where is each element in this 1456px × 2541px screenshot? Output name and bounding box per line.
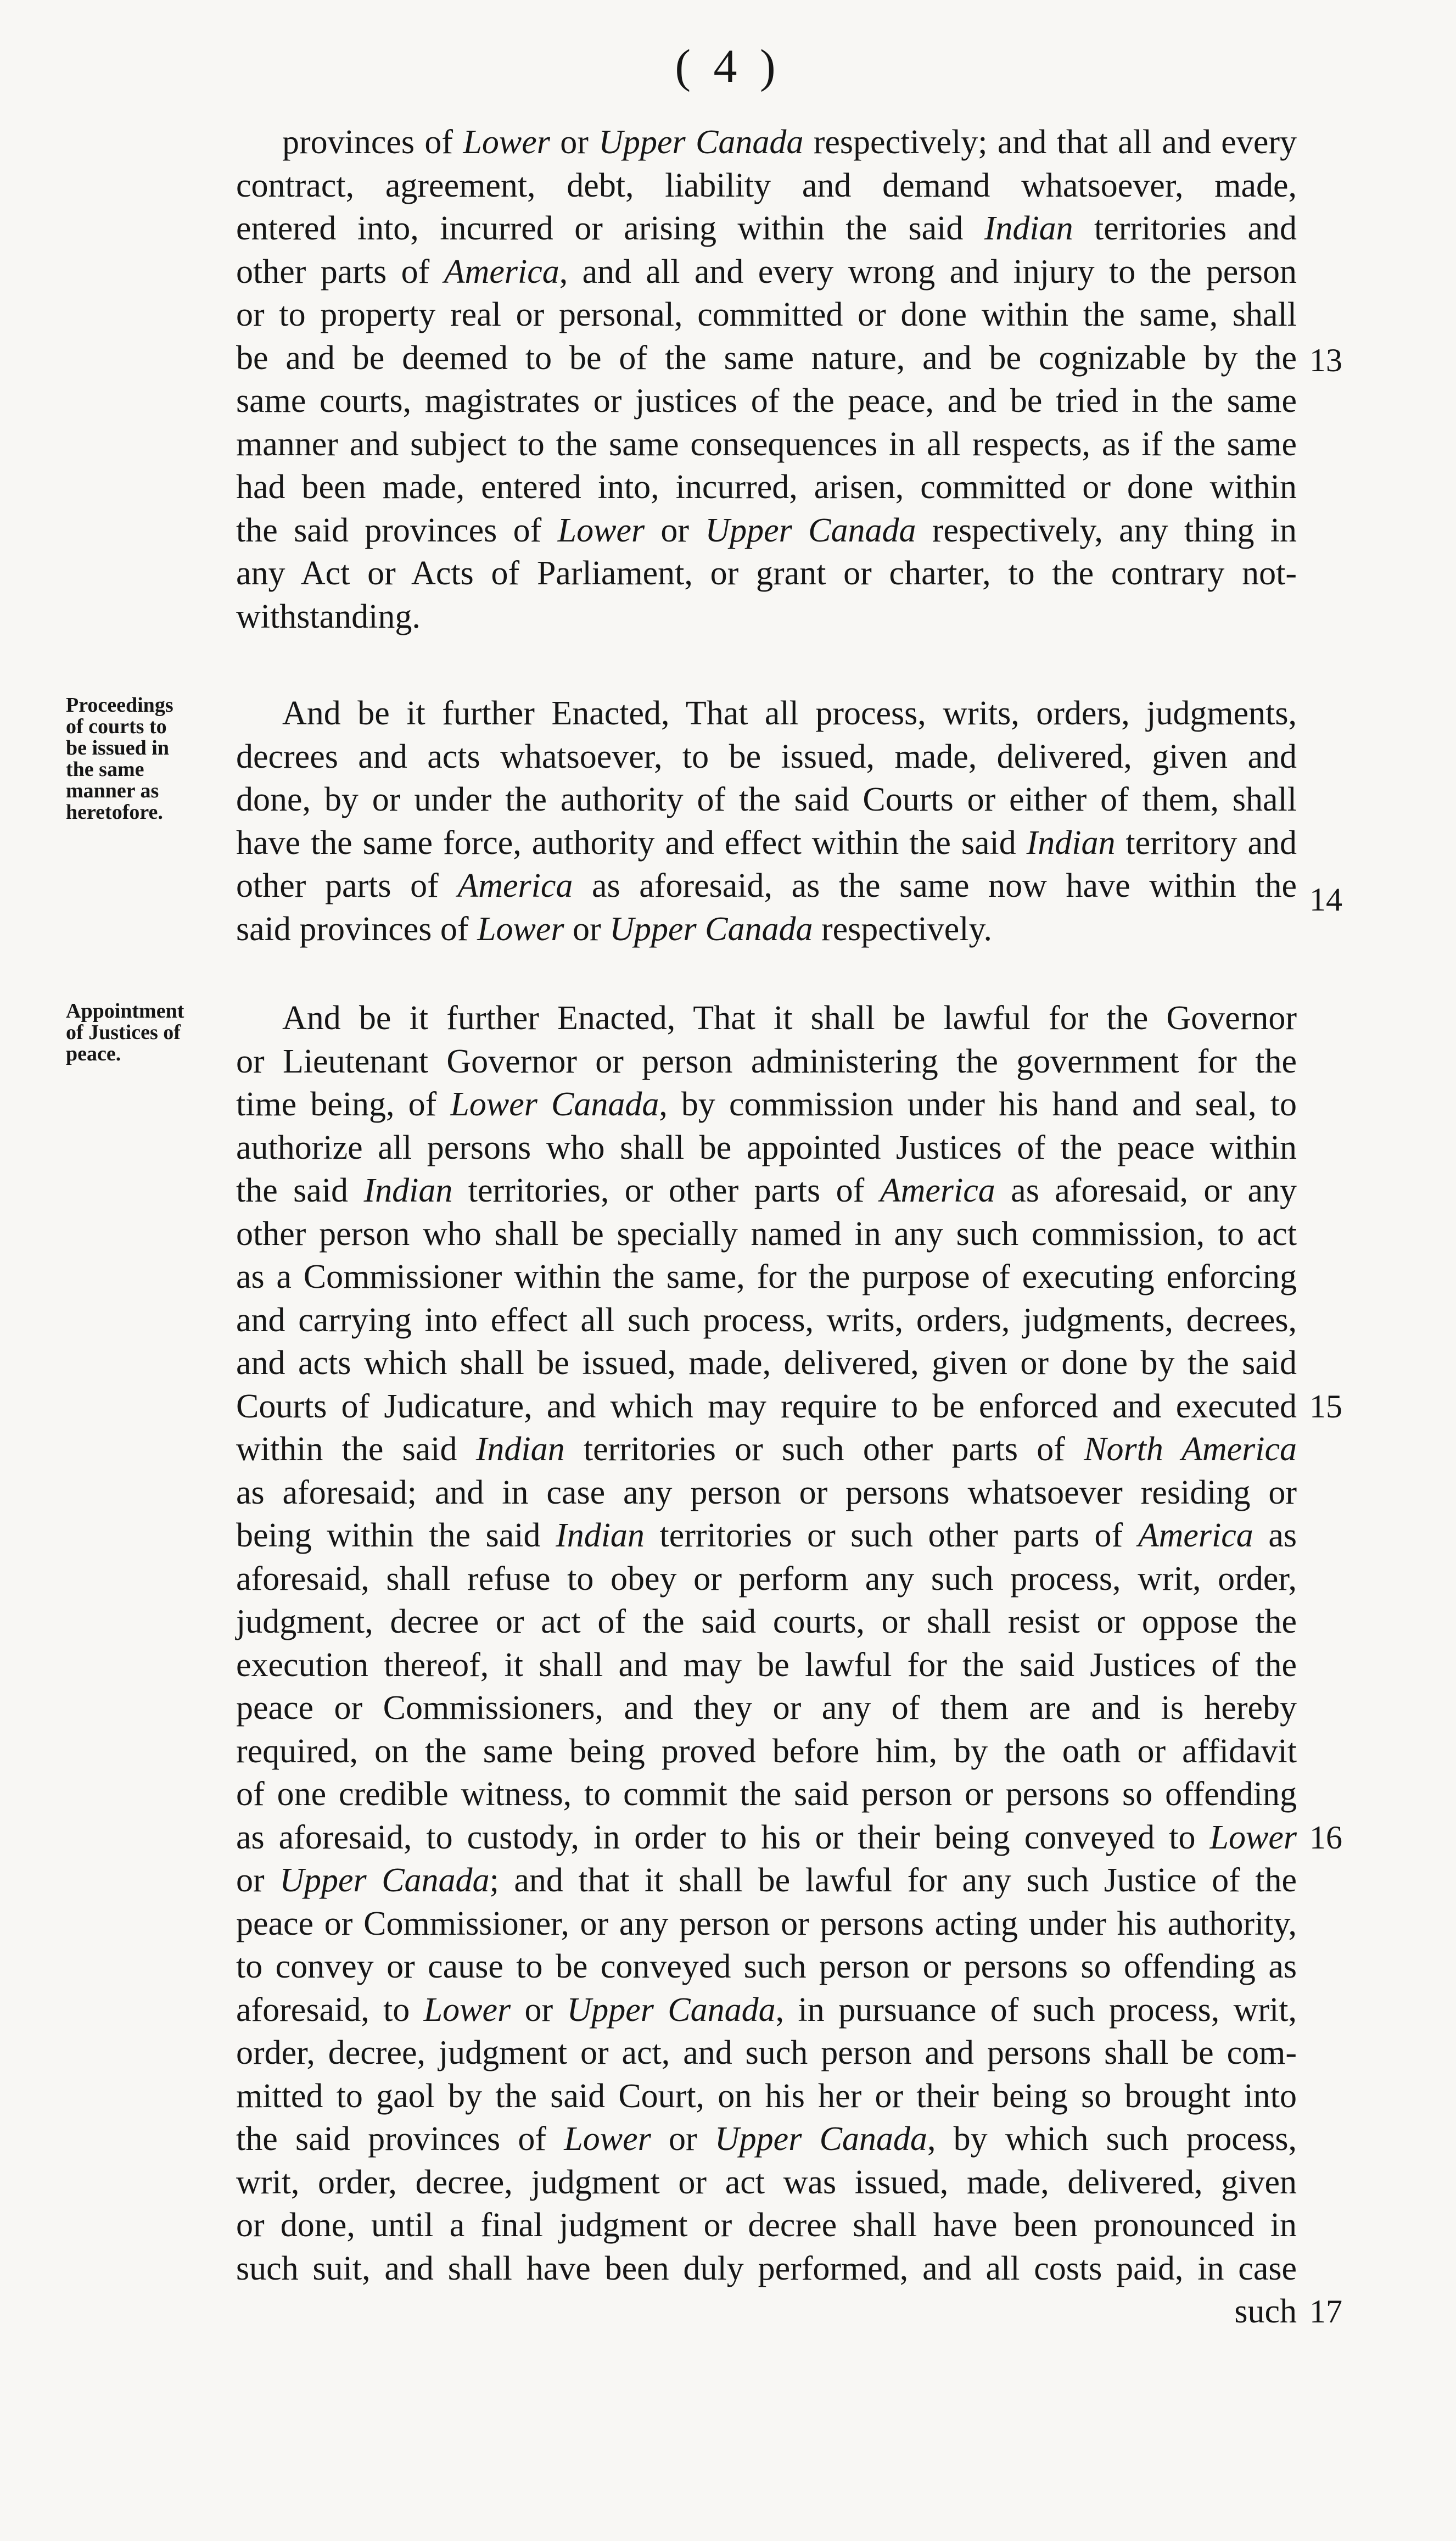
text-line: peace or Commissioners, and they or any of them are and is hereby: [236, 1689, 1297, 1727]
side-note-line: peace.: [66, 1042, 121, 1065]
text-line: aforesaid, shall refuse to obey or perform any such process, writ, order,: [236, 1560, 1297, 1598]
text-line: or to property real or personal, committed or done within the same, shall: [236, 296, 1297, 333]
paragraph-1: [236, 121, 1297, 638]
text-line: within the said Indian territories or such other parts of North America: [236, 1431, 1297, 1468]
text-line: decrees and acts whatsoever, to be issued, made, delivered, given and: [236, 738, 1297, 775]
side-note-line: be issued in: [66, 736, 169, 759]
line-number: 13: [1309, 342, 1342, 378]
side-note-line: manner as: [66, 779, 159, 802]
text-line: other person who shall be specially named in any such commission, to act: [236, 1215, 1297, 1253]
text-line: the said Indian territories, or other parts of America as aforesaid, or any: [236, 1172, 1297, 1209]
text-line: And be it further Enacted, That it shall be lawful for the Governor: [282, 999, 1297, 1037]
text-line: writ, order, decree, judgment or act was issued, made, delivered, given: [236, 2163, 1297, 2201]
side-note-line: heretofore.: [66, 801, 163, 824]
text-line: or Upper Canada; and that it shall be lawful for any such Justice of the: [236, 1862, 1297, 1899]
catchword: such: [1234, 2293, 1297, 2330]
text-line: aforesaid, to Lower or Upper Canada, in pursuance of such process, writ,: [236, 1991, 1297, 2029]
text-line: Courts of Judicature, and which may require to be enforced and executed: [236, 1387, 1297, 1425]
text-line: execution thereof, it shall and may be lawful for the said Justices of the: [236, 1646, 1297, 1684]
text-line: being within the said Indian territories or such other parts of America as: [236, 1517, 1297, 1554]
text-line: had been made, entered into, incurred, arisen, committed or done within: [236, 468, 1297, 506]
text-line: entered into, incurred or arising within the said Indian territories and: [236, 210, 1297, 247]
side-note-line: Proceedings: [66, 694, 173, 717]
side-note-line: of Justices of: [66, 1021, 181, 1044]
text-line: other parts of America as aforesaid, as the same now have within the: [236, 867, 1297, 904]
text-line: peace or Commissioner, or any person or persons acting under his authority,: [236, 1905, 1297, 1942]
text-line: done, by or under the authority of the said Courts or either of them, shall: [236, 781, 1297, 818]
text-line: withstanding.: [236, 597, 421, 635]
text-line: time being, of Lower Canada, by commission under his hand and seal, to: [236, 1086, 1297, 1123]
side-note-line: the same: [66, 758, 144, 781]
text-line: to convey or cause to be conveyed such person or persons so offending as: [236, 1948, 1297, 1985]
text-line: required, on the same being proved before him, by the oath or affidavit: [236, 1732, 1297, 1770]
text-line: as aforesaid; and in case any person or persons whatsoever residing or: [236, 1473, 1297, 1511]
text-line: And be it further Enacted, That all process, writs, orders, judgments,: [282, 695, 1297, 732]
text-line: provinces of Lower or Upper Canada respectively; and that all and every: [282, 124, 1297, 161]
text-line: have the same force, authority and effect within the said Indian territory and: [236, 824, 1297, 862]
catchword-line: [236, 2290, 1297, 2333]
paragraph-3: [236, 997, 1297, 2290]
page-number: ( 4 ): [675, 40, 781, 92]
text-line: or Lieutenant Governor or person administering the government for the: [236, 1042, 1297, 1080]
text-line: any Act or Acts of Parliament, or grant or charter, to the contrary not-: [236, 555, 1297, 592]
text-line: as a Commissioner within the same, for the purpose of executing enforcing: [236, 1258, 1297, 1295]
text-line: such suit, and shall have been duly performed, and all costs paid, in case: [236, 2249, 1297, 2287]
side-note-proceedings: [66, 695, 231, 823]
text-line: judgment, decree or act of the said courts, or shall resist or oppose the: [236, 1603, 1297, 1640]
text-line: same courts, magistrates or justices of the peace, and be tried in the same: [236, 382, 1297, 420]
text-line: other parts of America, and all and every wrong and injury to the person: [236, 253, 1297, 291]
paragraph-2: [236, 692, 1297, 951]
text-line: be and be deemed to be of the same nature, and be cognizable by the: [236, 339, 1297, 377]
text-line: manner and subject to the same consequences in all respects, as if the same: [236, 425, 1297, 463]
line-number: 14: [1309, 881, 1342, 918]
text-line: order, decree, judgment or act, and such person and persons shall be com-: [236, 2034, 1297, 2071]
text-line: as aforesaid, to custody, in order to his or their being conveyed to Lower: [236, 1818, 1297, 1856]
text-line: contract, agreement, debt, liability and demand whatsoever, made,: [236, 166, 1297, 204]
text-line: of one credible witness, to commit the said person or persons so offending: [236, 1775, 1297, 1813]
side-note-line: of courts to: [66, 715, 167, 738]
text-line: authorize all persons who shall be appointed Justices of the peace within: [236, 1129, 1297, 1166]
line-number: 15: [1309, 1388, 1342, 1425]
text-line: mitted to gaol by the said Court, on his her or their being so brought into: [236, 2077, 1297, 2115]
line-number: 16: [1309, 1819, 1342, 1856]
side-note-appointment: [66, 1001, 231, 1065]
text-line: or done, until a final judgment or decree shall have been pronounced in: [236, 2207, 1297, 2244]
line-number: 17: [1309, 2293, 1342, 2330]
text-line: said provinces of Lower or Upper Canada respectively.: [236, 910, 992, 948]
text-line: and carrying into effect all such process, writs, orders, judgments, decrees,: [236, 1301, 1297, 1339]
text-line: the said provinces of Lower or Upper Canada, by which such process,: [236, 2120, 1297, 2158]
side-note-line: Appointment: [66, 999, 184, 1023]
text-line: the said provinces of Lower or Upper Canada respectively, any thing in: [236, 511, 1297, 549]
text-line: and acts which shall be issued, made, delivered, given or done by the said: [236, 1344, 1297, 1382]
